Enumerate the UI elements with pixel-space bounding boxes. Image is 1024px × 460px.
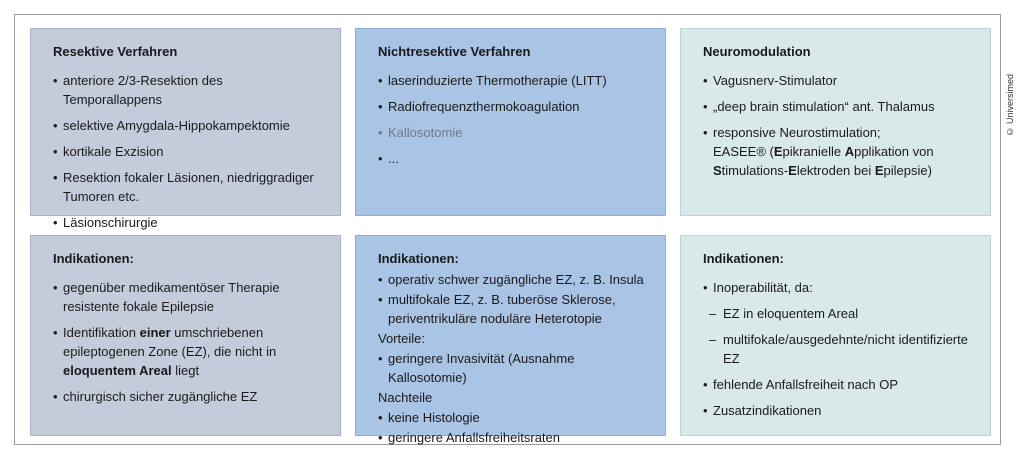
resective-indications-list	[53, 278, 322, 406]
list-item: • Kallosotomie	[378, 123, 647, 142]
disadvantages-label: Nachteile	[378, 390, 433, 405]
list-item: • kortikale Exzision	[53, 142, 322, 161]
list-subitem: – EZ in eloquentem Areal	[703, 304, 972, 323]
list-item: • geringere Anfallsfreiheitsraten	[378, 428, 647, 447]
nonresective-indications-box	[355, 235, 666, 445]
easee-text: EASEE® (Epikranielle Applikation von Stimulations-Elektroden bei Epilepsie)	[713, 144, 934, 178]
nonresective-list	[378, 71, 647, 168]
advantages-label: Vorteile:	[378, 331, 425, 346]
list-item: • „deep brain stimulation“ ant. Thalamus	[703, 97, 972, 116]
neuromodulation-box	[680, 28, 991, 216]
list-item: • keine Histologie	[378, 408, 647, 427]
indications-title: Indikationen:	[53, 251, 134, 266]
resective-list	[53, 71, 322, 232]
list-item: • Inoperabilität, da:	[703, 278, 972, 297]
list-item: • operativ schwer zugängliche EZ, z. B. Insula	[378, 270, 647, 289]
resective-procedures-box	[30, 28, 341, 230]
indications-title: Indikationen:	[703, 251, 784, 266]
list-item: • Vagusnerv-Stimulator	[703, 71, 972, 90]
list-item: • selektive Amygdala-Hippokampektomie	[53, 116, 322, 135]
resective-indications-box	[30, 235, 341, 436]
copyright-notice: © Universimed	[1005, 74, 1015, 137]
list-item: • Identifikation einer umschriebenen epileptogenen Zone (EZ), die nicht in eloquentem Areal liegt	[53, 323, 322, 380]
nonresective-indications-list	[378, 270, 647, 328]
list-item: • gegenüber medikamentöser Therapie resistente fokale Epilepsie	[53, 278, 322, 316]
advantages-list	[378, 349, 647, 387]
list-item: • multifokale EZ, z. B. tuberöse Sklerose, periventrikuläre noduläre Heterotopie	[378, 290, 647, 328]
rns-text: responsive Neurostimulation;	[713, 125, 881, 140]
neuromodulation-indications-list	[703, 278, 972, 420]
nonresective-procedures-box	[355, 28, 666, 216]
list-subitem: – multifokale/ausgedehnte/nicht identifizierte EZ	[703, 330, 972, 368]
list-item: • ...	[378, 149, 647, 168]
list-item: • laserinduzierte Thermotherapie (LITT)	[378, 71, 647, 90]
neuromodulation-indications-box	[680, 235, 991, 436]
nonresective-title: Nichtresektive Verfahren	[378, 44, 531, 59]
list-item: • Läsionschirurgie	[53, 213, 322, 232]
indications-title: Indikationen:	[378, 251, 459, 266]
neuromodulation-title: Neuromodulation	[703, 44, 811, 59]
list-item	[703, 123, 972, 180]
list-item: • Resektion fokaler Läsionen, niedriggradiger Tumoren etc.	[53, 168, 322, 206]
list-item: • geringere Invasivität (Ausnahme Kallosotomie)	[378, 349, 647, 387]
list-item: • anteriore 2/3-Resektion des Temporallappens	[53, 71, 322, 109]
resective-title: Resektive Verfahren	[53, 44, 178, 59]
list-item: • Radiofrequenzthermokoagulation	[378, 97, 647, 116]
neuromodulation-list	[703, 71, 972, 180]
list-item: • Zusatzindikationen	[703, 401, 972, 420]
list-item: • fehlende Anfallsfreiheit nach OP	[703, 375, 972, 394]
disadvantages-list	[378, 408, 647, 447]
list-item: • chirurgisch sicher zugängliche EZ	[53, 387, 322, 406]
